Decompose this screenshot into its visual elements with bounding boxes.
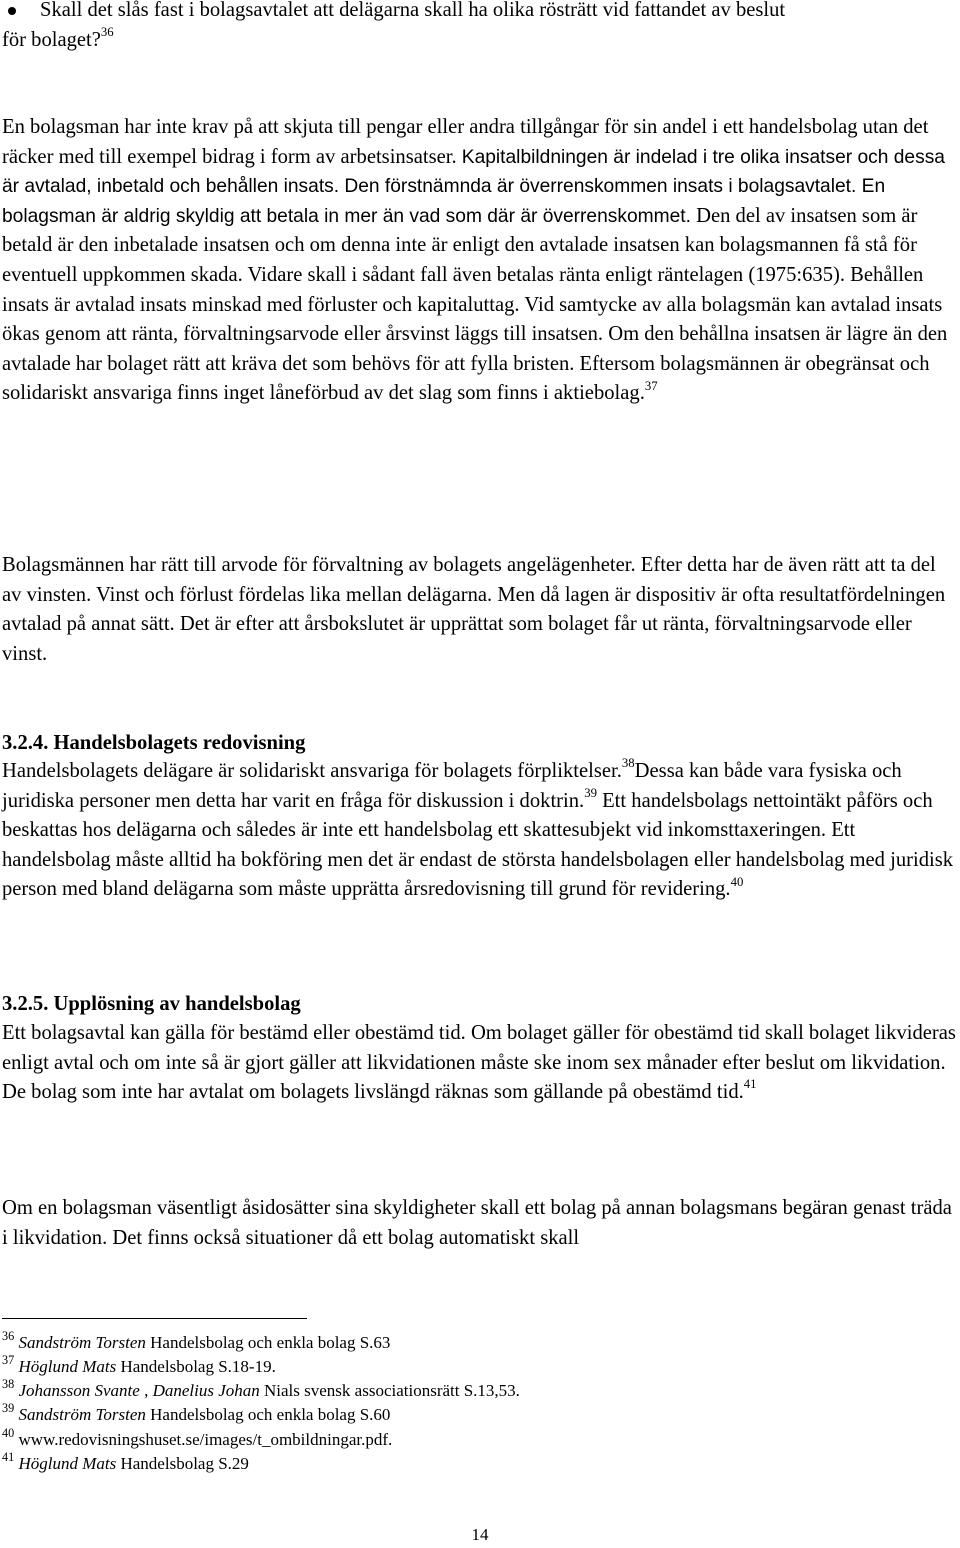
footnote-ref-37: 37	[644, 378, 658, 393]
footnote-number: 38	[2, 1376, 15, 1391]
footnote-text: Handelsbolag S.18-19.	[116, 1357, 276, 1376]
footnote-author: Höglund Mats	[18, 1454, 117, 1473]
bullet-line-2: för bolaget?	[2, 28, 101, 51]
section-heading-325: 3.2.5. Upplösning av handelsbolag	[2, 993, 301, 1015]
footnote-author: Danelius Johan	[152, 1381, 260, 1400]
paragraph-text: Bolagsmännen har rätt till arvode för förvaltning av bolagets angelägenheter. Efter detta har de även rätt att ta del av vinsten. Vinst och förlust fördelas lika mellan delägarna. Men då lagen är dispositiv är ofta resultatfördelningen avtalad på annat sätt. Det är efter att årsbokslutet är upprättat som bolaget får ut ränta, förvaltningsarvode eller vinst.	[2, 554, 946, 665]
paragraph-accounting	[2, 757, 957, 905]
footnote-number: 39	[2, 1400, 15, 1415]
paragraph-remuneration	[2, 551, 957, 669]
footnote-number: 37	[2, 1352, 15, 1367]
bullet-line-1: Skall det slås fast i bolagsavtalet att delägarna skall ha olika rösträtt vid fattandet av beslut	[40, 0, 786, 21]
footnote-text: Handelsbolag och enkla bolag S.63	[145, 1333, 391, 1352]
paragraph-text: Ett handelsbolags nettointäkt påförs och beskattas hos delägarna och således är inte ett handelsbolag ett skattesubjekt vid inkomsttaxeringen. Ett handelsbolag måste alltid ha bokföring men det är endast de största handelsbolagen eller handelsbolag med juridisk person med bland delägarna som måste upprätta årsredovisning till grund för revidering.	[2, 789, 954, 901]
footnote-text: Handelsbolag och enkla bolag S.60	[145, 1405, 391, 1424]
footnote-separator	[2, 1318, 307, 1319]
paragraph-text: Ett bolagsavtal kan gälla för bestämd eller obestämd tid. Om bolaget gäller för obestämd tid skall bolaget likvideras enligt avtal och om inte så är gjort gäller att likvidationen måste ske inom sex månader efter beslut om likvidation. De bolag som inte har avtalat om bolagets livslängd räknas som gällande på obestämd tid.	[2, 1022, 956, 1104]
paragraph-text: Om en bolagsman väsentligt åsidosätter sina skyldigheter skall ett bolag på annan bolagsmans begäran genast träda i likvidation. Det finns också situationer då ett bolag automatiskt skall	[2, 1197, 952, 1249]
paragraph-text: Den del av insatsen som är betald är den inbetalade insatsen och om denna inte är enligt den avtalade insatsen kan bolagsmannen få stå för eventuell uppkommen skada. Vidare skall i sådant fall även betalas ränta enligt räntelagen (1975:635). Behållen insats är avtalad insats minskad med förluster och kapitaluttag. Vid samtycke av alla bolagsmän kan avtalad insats ökas genom att ränta, förvaltningsarvode eller årsvinst läggs till insatsen. Om den behållna insatsen är lägre än den avtalade har bolaget rätt att kräva det som behövs för att fylla bristen. Eftersom bolagsmännen är obegränsat och solidariskt ansvariga finns inget låneförbud av det slag som finns i aktiebolag.	[2, 204, 948, 405]
footnote-ref-38: 38	[621, 756, 635, 771]
footnote-38	[2, 1376, 520, 1403]
footnote-39	[2, 1400, 391, 1427]
paragraph-text: En bolagsman har inte krav på att skjuta till pengar eller andra tillgångar för sin andel i ett handelsbolag utan det räcker med till exempel bidrag i form av arbetsinsatser.	[2, 116, 929, 168]
footnote-link[interactable]: www.redovisningshuset.se/images/t_ombildningar.pdf.	[14, 1430, 393, 1449]
footnote-author: Höglund Mats	[18, 1357, 117, 1376]
footnote-ref-40: 40	[730, 874, 744, 889]
footnote-36	[2, 1328, 391, 1355]
footnote-ref-41: 41	[743, 1077, 757, 1092]
paragraph-text-sans: Kapitalbildningen är indelad i tre olika insatser och dessa är avtalad, inbetald och behållen insats. Den förstnämnda är överrenskommen insats i bolagsavtalet. En bolagsman är aldrig skyldig att betala in mer än vad som där är överrenskommet.	[2, 146, 945, 227]
paragraph-text: Dessa kan både vara fysiska och juridiska personer men detta har varit en fråga för diskussion i doktrin.	[2, 760, 902, 812]
footnote-37	[2, 1352, 276, 1379]
footnote-number: 36	[2, 1328, 15, 1343]
paragraph-capital	[2, 113, 957, 409]
bullet-list-item	[2, 0, 957, 55]
paragraph-liquidation	[2, 1194, 957, 1253]
paragraph-dissolution	[2, 1019, 957, 1108]
footnote-author: Sandström Torsten	[18, 1405, 146, 1424]
bullet-icon	[8, 7, 16, 15]
paragraph-text: Handelsbolagets delägare är solidariskt ansvariga för bolagets förpliktelser.	[2, 760, 622, 782]
footnote-author: Johansson Svante	[18, 1381, 140, 1400]
footnote-separator-text: ,	[139, 1381, 153, 1400]
footnote-41	[2, 1449, 249, 1476]
footnote-text: Nials svensk associationsrätt S.13,53.	[259, 1381, 520, 1400]
section-heading-324: 3.2.4. Handelsbolagets redovisning	[2, 732, 306, 754]
footnote-ref-39: 39	[584, 785, 597, 800]
footnote-40	[2, 1425, 393, 1452]
footnote-ref-36: 36	[100, 24, 114, 39]
footnote-author: Sandström Torsten	[18, 1333, 146, 1352]
footnote-text: Handelsbolag S.29	[116, 1454, 249, 1473]
footnote-number: 41	[2, 1449, 15, 1464]
footnote-number: 40	[2, 1425, 15, 1440]
page-number: 14	[471, 1525, 489, 1544]
